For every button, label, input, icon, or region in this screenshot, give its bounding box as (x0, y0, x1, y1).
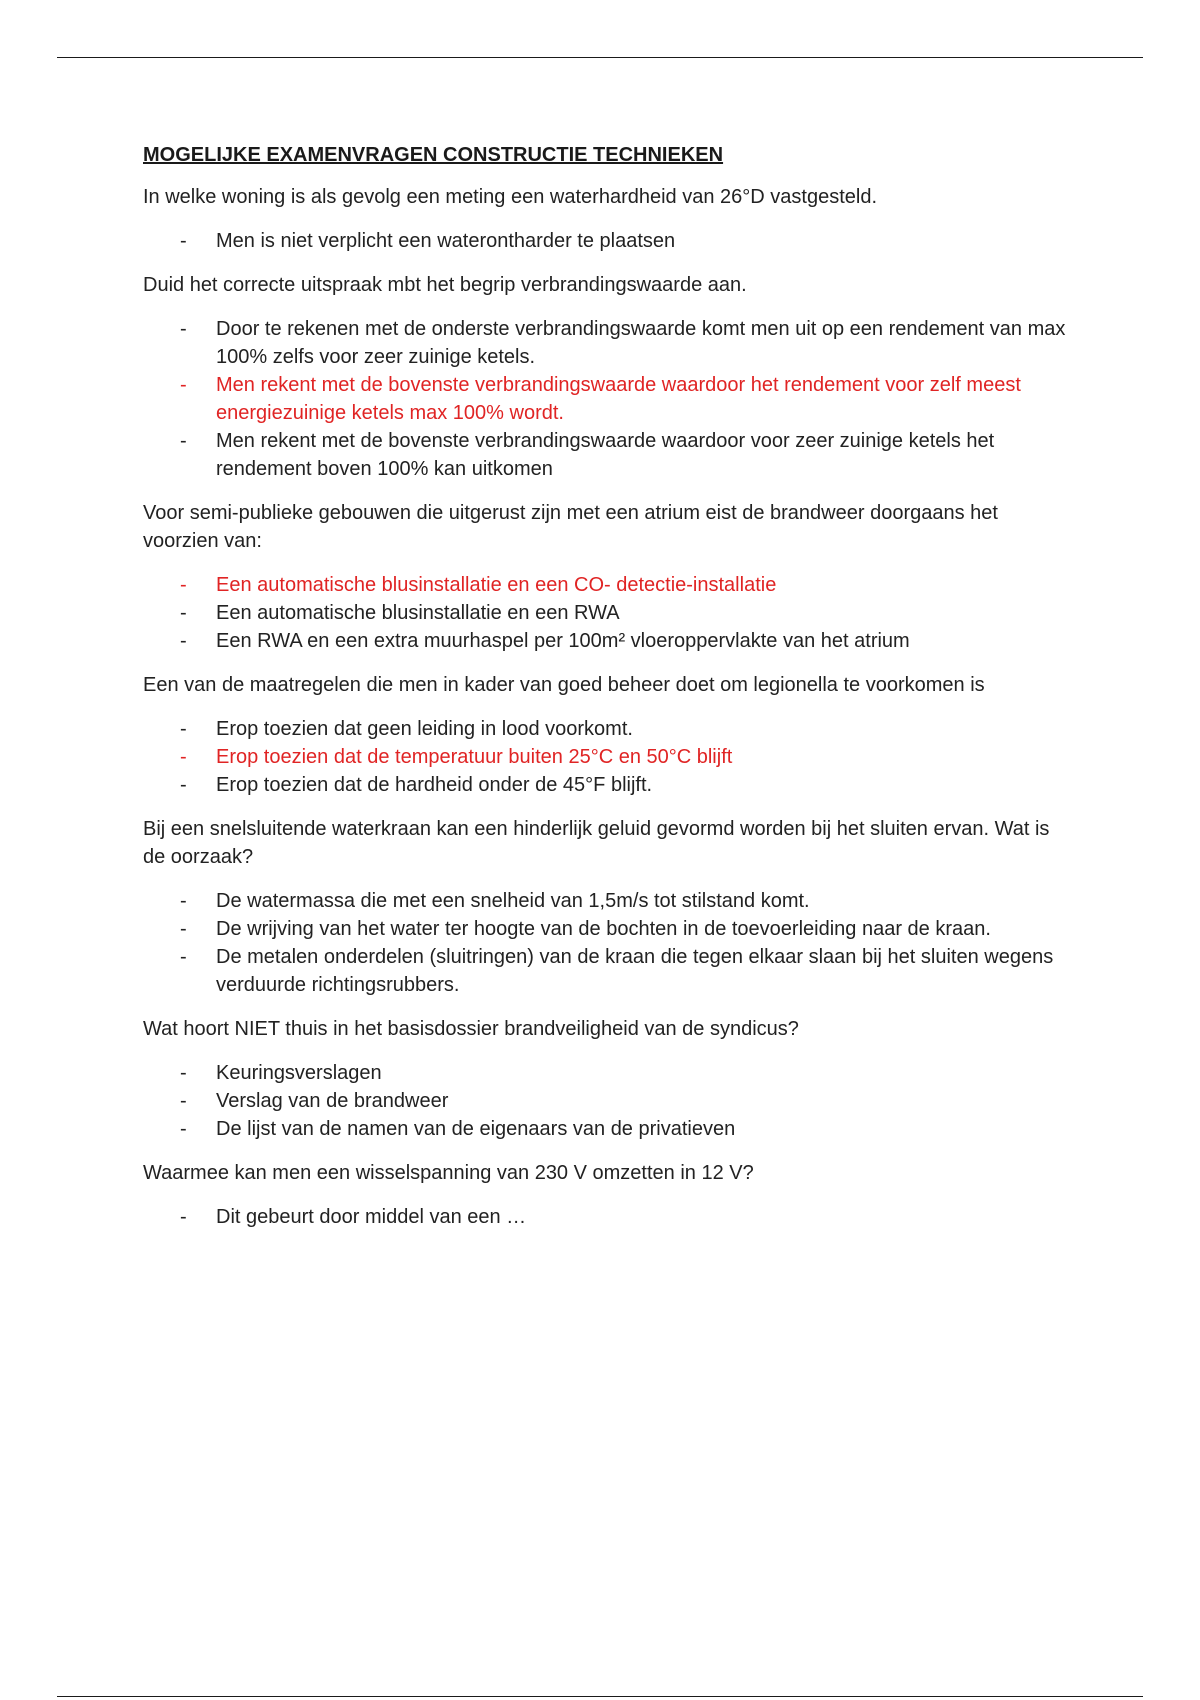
bottom-rule (57, 1696, 1143, 1697)
answer-item (143, 227, 1073, 255)
bullet-dash: - (180, 430, 187, 452)
bullet-dash: - (180, 774, 187, 796)
answer-item (143, 627, 1073, 655)
answer-item-correct (143, 743, 1073, 771)
page-title: MOGELIJKE EXAMENVRAGEN CONSTRUCTIE TECHNIEKEN (143, 144, 724, 166)
answer-item (143, 1087, 1073, 1115)
answer-item (143, 427, 1073, 483)
bullet-dash: - (180, 318, 187, 340)
bullet-dash: - (180, 374, 187, 396)
answer-text: Keuringsverslagen (216, 1062, 382, 1084)
bullet-dash: - (180, 602, 187, 624)
answer-text: Men rekent met de bovenste verbrandingswaarde waardoor voor zeer zuinige ketels het rendement boven 100% kan uitkomen (216, 430, 995, 480)
answer-text: Erop toezien dat geen leiding in lood voorkomt. (216, 718, 633, 740)
answer-item-correct (143, 571, 1073, 599)
bullet-dash: - (180, 630, 187, 652)
bullet-dash: - (180, 1206, 187, 1228)
answer-item (143, 715, 1073, 743)
answer-text: Een automatische blusinstallatie en een RWA (216, 602, 620, 624)
answer-list (143, 715, 1073, 799)
answer-item (143, 915, 1073, 943)
answer-text: Verslag van de brandweer (216, 1090, 449, 1112)
answer-text: Men is niet verplicht een waterontharder te plaatsen (216, 230, 676, 252)
answer-list (143, 1203, 1073, 1231)
question-text: Bij een snelsluitende waterkraan kan een hinderlijk geluid gevormd worden bij het sluiten ervan. Wat is de oorzaak? (143, 818, 1050, 868)
answer-text: De metalen onderdelen (sluitringen) van de kraan die tegen elkaar slaan bij het sluiten wegens verduurde richtingsrubbers. (216, 946, 1054, 996)
bullet-dash: - (180, 1118, 187, 1140)
answer-list (143, 571, 1073, 655)
bullet-dash: - (180, 574, 187, 596)
question-text: Waarmee kan men een wisselspanning van 230 V omzetten in 12 V? (143, 1162, 754, 1184)
bullet-dash: - (180, 718, 187, 740)
question-list (143, 183, 1073, 1231)
question-text: Duid het correcte uitspraak mbt het begrip verbrandingswaarde aan. (143, 274, 747, 296)
bullet-dash: - (180, 1090, 187, 1112)
answer-item-correct (143, 371, 1073, 427)
answer-list (143, 1059, 1073, 1143)
bullet-dash: - (180, 746, 187, 768)
bullet-dash: - (180, 890, 187, 912)
answer-text: De wrijving van het water ter hoogte van de bochten in de toevoerleiding naar de kraan. (216, 918, 991, 940)
bullet-dash: - (180, 230, 187, 252)
answer-text: De watermassa die met een snelheid van 1,5m/s tot stilstand komt. (216, 890, 810, 912)
answer-text: Erop toezien dat de temperatuur buiten 25°C en 50°C blijft (216, 746, 733, 768)
question-text: In welke woning is als gevolg een meting een waterhardheid van 26°D vastgesteld. (143, 186, 877, 208)
question-text: Wat hoort NIET thuis in het basisdossier brandveiligheid van de syndicus? (143, 1018, 799, 1040)
answer-item (143, 1203, 1073, 1231)
answer-text: Een RWA en een extra muurhaspel per 100m² vloeroppervlakte van het atrium (216, 630, 910, 652)
answer-text: De lijst van de namen van de eigenaars van de privatieven (216, 1118, 736, 1140)
bullet-dash: - (180, 1062, 187, 1084)
answer-text: Door te rekenen met de onderste verbrandingswaarde komt men uit op een rendement van max 100% zelfs voor zeer zuinige ketels. (216, 318, 1066, 368)
answer-item (143, 599, 1073, 627)
top-rule (57, 57, 1143, 58)
answer-text: Een automatische blusinstallatie en een CO- detectie-installatie (216, 574, 777, 596)
answer-item (143, 315, 1073, 371)
answer-text: Men rekent met de bovenste verbrandingswaarde waardoor het rendement voor zelf meest energiezuinige ketels max 100% wordt. (216, 374, 1021, 424)
answer-item (143, 1115, 1073, 1143)
bullet-dash: - (180, 946, 187, 968)
answer-list (143, 227, 1073, 255)
answer-list (143, 887, 1073, 999)
answer-item (143, 887, 1073, 915)
bullet-dash: - (180, 918, 187, 940)
question-text: Voor semi-publieke gebouwen die uitgerust zijn met een atrium eist de brandweer doorgaans het voorzien van: (143, 502, 998, 552)
answer-text: Erop toezien dat de hardheid onder de 45°F blijft. (216, 774, 653, 796)
answer-item (143, 943, 1073, 999)
answer-item (143, 1059, 1073, 1087)
question-text: Een van de maatregelen die men in kader van goed beheer doet om legionella te voorkomen is (143, 674, 985, 696)
answer-text: Dit gebeurt door middel van een … (216, 1206, 527, 1228)
document-body (143, 143, 1073, 1247)
answer-item (143, 771, 1073, 799)
answer-list (143, 315, 1073, 483)
